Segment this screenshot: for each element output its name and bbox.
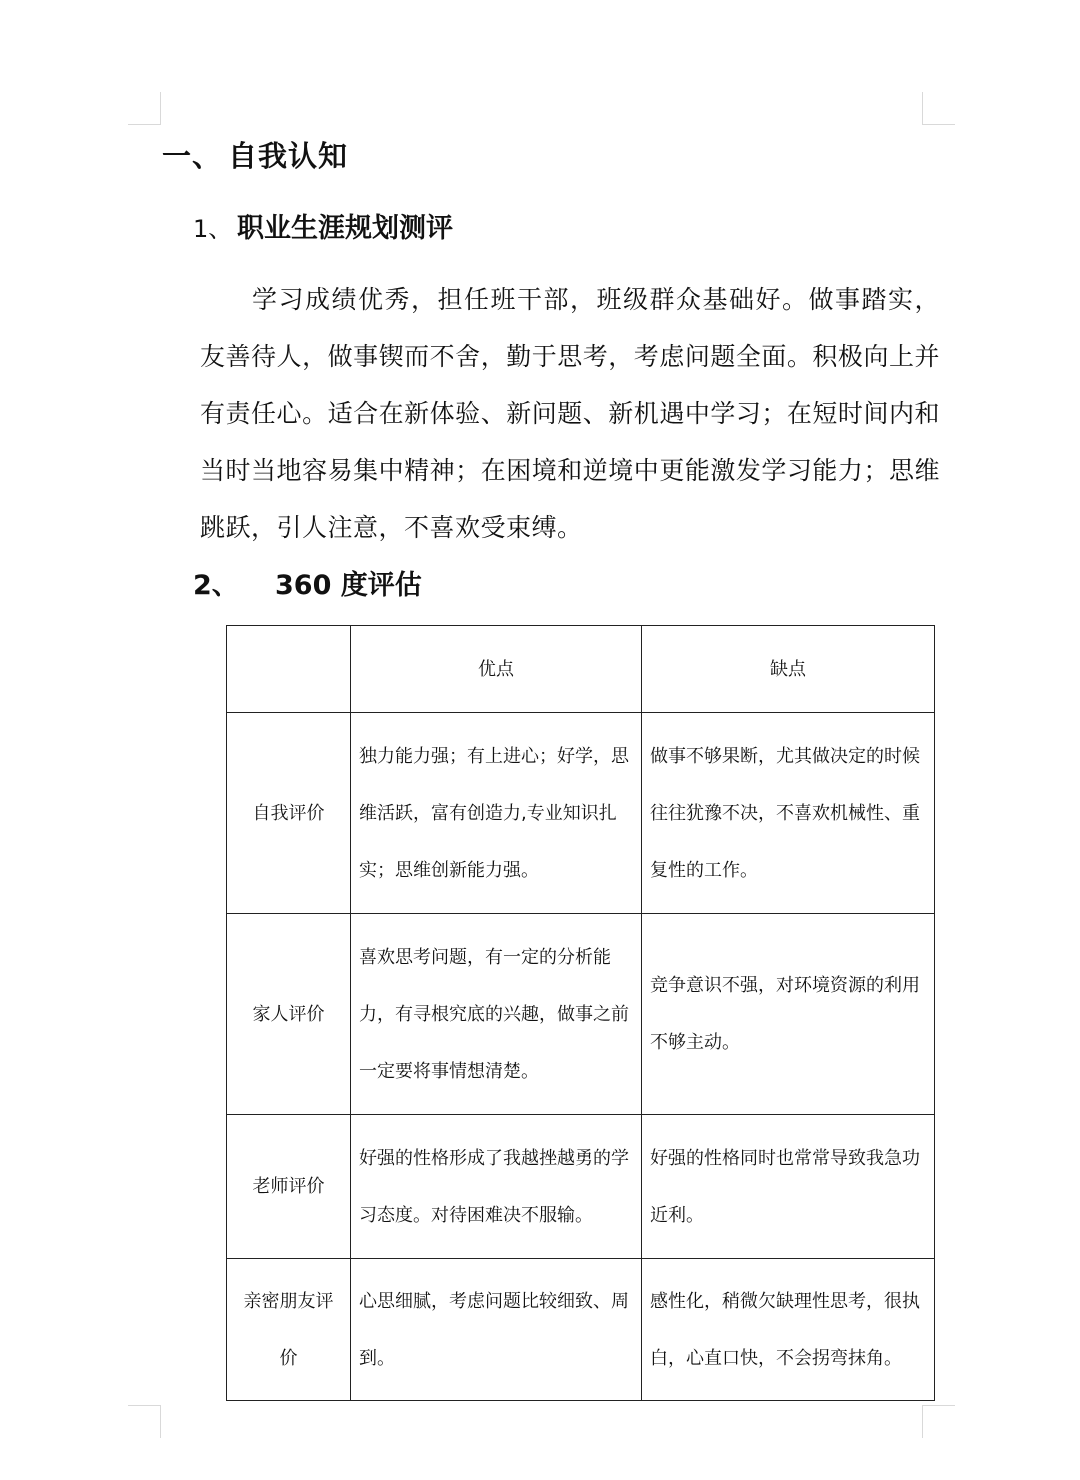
subsection-number-1: 1、 bbox=[193, 215, 233, 243]
header-cell-cons: 缺点 bbox=[642, 626, 935, 713]
section-number: 一、 bbox=[162, 139, 223, 173]
subsection-heading-1 bbox=[193, 206, 453, 245]
pros-cell: 好强的性格形成了我越挫越勇的学习态度。对待困难决不服输。 bbox=[351, 1115, 642, 1259]
header-cell-empty bbox=[227, 626, 351, 713]
row-label: 自我评价 bbox=[227, 713, 351, 914]
table-header-row bbox=[227, 626, 935, 713]
table-row bbox=[227, 1259, 935, 1401]
page-corner-mark-bottom-right bbox=[922, 1405, 955, 1438]
table-row bbox=[227, 1115, 935, 1259]
row-label: 家人评价 bbox=[227, 914, 351, 1115]
cons-cell: 好强的性格同时也常常导致我急功近利。 bbox=[642, 1115, 935, 1259]
page-corner-mark-top-left bbox=[128, 92, 161, 125]
subsection-title-1: 职业生涯规划测评 bbox=[237, 213, 453, 244]
subsection-heading-2 bbox=[193, 563, 422, 602]
subsection-number-2: 2、 bbox=[193, 570, 239, 601]
pros-cell: 独力能力强；有上进心；好学，思维活跃，富有创造力,专业知识扎实；思维创新能力强。 bbox=[351, 713, 642, 914]
page-corner-mark-top-right bbox=[922, 92, 955, 125]
subsection-title-2: 360 度评估 bbox=[275, 570, 422, 601]
evaluation-table bbox=[226, 625, 935, 1401]
cons-cell: 竞争意识不强，对环境资源的利用不够主动。 bbox=[642, 914, 935, 1115]
row-label: 老师评价 bbox=[227, 1115, 351, 1259]
table-row bbox=[227, 914, 935, 1115]
section-heading bbox=[162, 134, 348, 175]
header-cell-pros: 优点 bbox=[351, 626, 642, 713]
page-corner-mark-bottom-left bbox=[128, 1405, 161, 1438]
cons-cell: 做事不够果断，尤其做决定的时候往往犹豫不决，不喜欢机械性、重复性的工作。 bbox=[642, 713, 935, 914]
pros-cell: 喜欢思考问题，有一定的分析能力，有寻根究底的兴趣，做事之前一定要将事情想清楚。 bbox=[351, 914, 642, 1115]
table-row bbox=[227, 713, 935, 914]
assessment-paragraph: 学习成绩优秀，担任班干部，班级群众基础好。做事踏实，友善待人，做事锲而不舍，勤于思考，考虑问题全面。积极向上并有责任心。适合在新体验、新问题、新机遇中学习；在短时间内和当时当地容易集中精神；在困境和逆境中更能激发学习能力；思维跳跃，引人注意，不喜欢受束缚。 bbox=[200, 285, 940, 542]
section-title: 自我认知 bbox=[228, 139, 349, 173]
pros-cell: 心思细腻，考虑问题比较细致、周到。 bbox=[351, 1259, 642, 1401]
cons-cell: 感性化，稍微欠缺理性思考，很执白，心直口快，不会拐弯抹角。 bbox=[642, 1259, 935, 1401]
row-label: 亲密朋友评价 bbox=[227, 1259, 351, 1401]
